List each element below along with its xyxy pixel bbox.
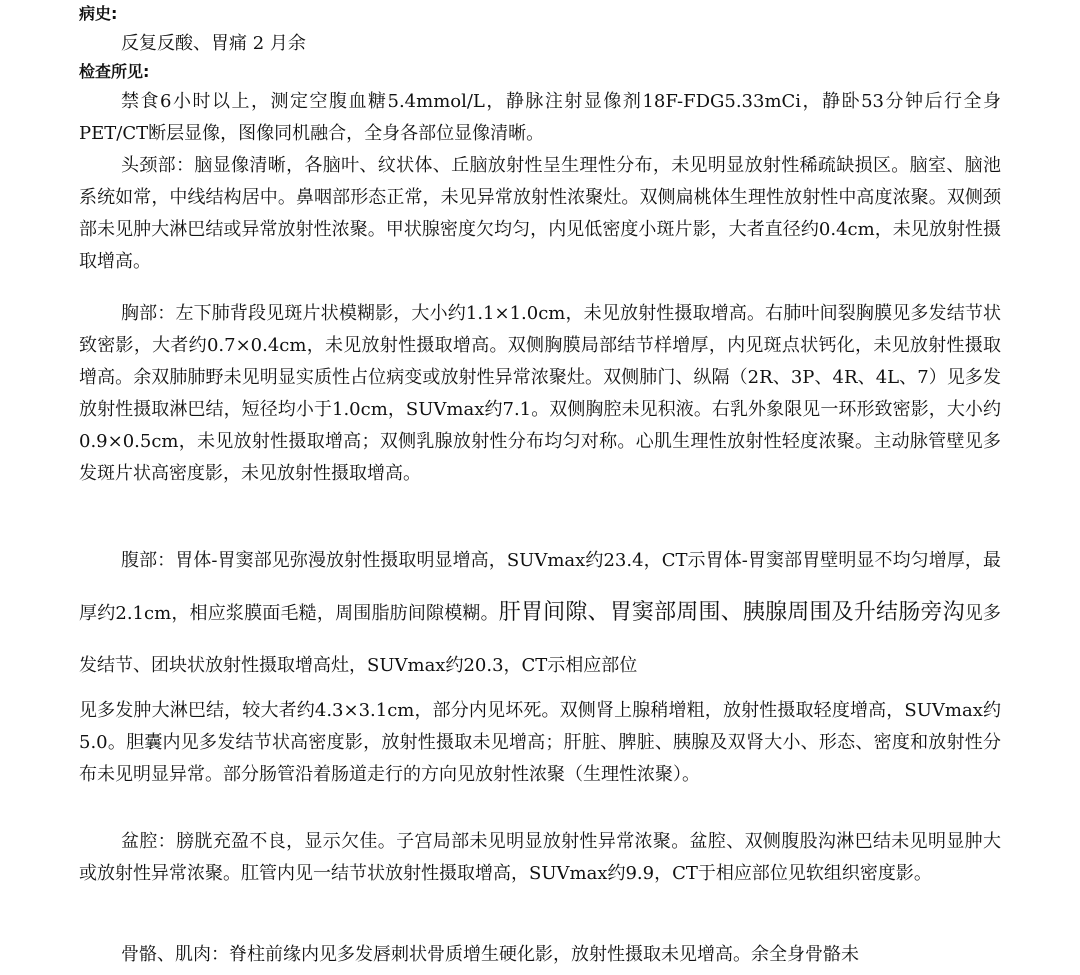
findings-chest: 胸部：左下肺背段见斑片状模糊影，大小约1.1×1.0cm，未见放射性摄取增高。右肺叶间裂胸膜见多发结节状致密影，大者约0.7×0.4cm，未见放射性摄取增高。双侧胸膜局部结节样增厚，内见斑点状钙化，未见放射性摄取增高。余双肺肺野未见明显实质性占位病变或放射性异常浓聚灶。双侧肺门、纵隔（2R、3P、4R、4L、7）见多发放射性摄取淋巴结，短径均小于1.0cm，SUVmax约7.1。双侧胸腔未见积液。右乳外象限见一环形致密影，大小约0.9×0.5cm，未见放射性摄取增高；双侧乳腺放射性分布均匀对称。心肌生理性放射性轻度浓聚。主动脉管壁见多发斑片状高密度影，未见放射性摄取增高。: [79, 303, 1001, 484]
findings-bone: 骨骼、肌肉：脊柱前缘内见多发唇刺状骨质增生硬化影，放射性摄取未见增高。余全身骨骼未: [121, 944, 859, 965]
findings-intro: 禁食6小时以上，测定空腹血糖5.4mmol/L，静脉注射显像剂18F-FDG5.33mCi，静卧53分钟后行全身PET/CT断层显像，图像同机融合，全身各部位显像清晰。: [79, 91, 1001, 144]
findings-abdomen: [79, 535, 1001, 692]
abdomen-text-3: 见多发结节、团块状放射性摄取增高灶，SUVmax约20.3，CT示相应部位: [79, 603, 1001, 676]
history-text: 反复反酸、胃痛 2 月余: [121, 33, 306, 54]
abdomen-text-2: 肝胃间隙、胃窦部周围、胰腺周围及升结肠旁沟: [498, 600, 965, 625]
findings-heading: 检查所见:: [79, 62, 150, 81]
findings-pelvis: 盆腔：膀胱充盈不良，显示欠佳。子宫局部未见明显放射性异常浓聚。盆腔、双侧腹股沟淋巴结未见明显肿大或放射性异常浓聚。肛管内见一结节状放射性摄取增高，SUVmax约9.9，CT于相应部位见软组织密度影。: [79, 831, 1001, 884]
history-heading: 病史:: [79, 4, 118, 23]
findings-head-neck: 头颈部：脑显像清晰，各脑叶、纹状体、丘脑放射性呈生理性分布，未见明显放射性稀疏缺损区。脑室、脑池系统如常，中线结构居中。鼻咽部形态正常，未见异常放射性浓聚灶。双侧扁桃体生理性放射性中高度浓聚。双侧颈部未见肿大淋巴结或异常放射性浓聚。甲状腺密度欠均匀，内见低密度小斑片影，大者直径约0.4cm，未见放射性摄取增高。: [79, 155, 1001, 272]
abdomen-text-1: 腹部：胃体-胃窦部见弥漫放射性摄取明显增高，SUVmax约23.4，CT示胃体-胃窦部胃壁明显不均匀增厚，最厚约2.1cm，相应浆膜面毛糙，周围脂肪间隙模糊。: [79, 550, 1001, 624]
findings-abdomen-continued: 见多发肿大淋巴结，较大者约4.3×3.1cm，部分内见坏死。双侧肾上腺稍增粗，放射性摄取轻度增高，SUVmax约5.0。胆囊内见多发结节状高密度影，放射性摄取未见增高；肝脏、脾脏、胰腺及双肾大小、形态、密度和放射性分布未见明显异常。部分肠管沿着肠道走行的方向见放射性浓聚（生理性浓聚）。: [79, 700, 1001, 785]
